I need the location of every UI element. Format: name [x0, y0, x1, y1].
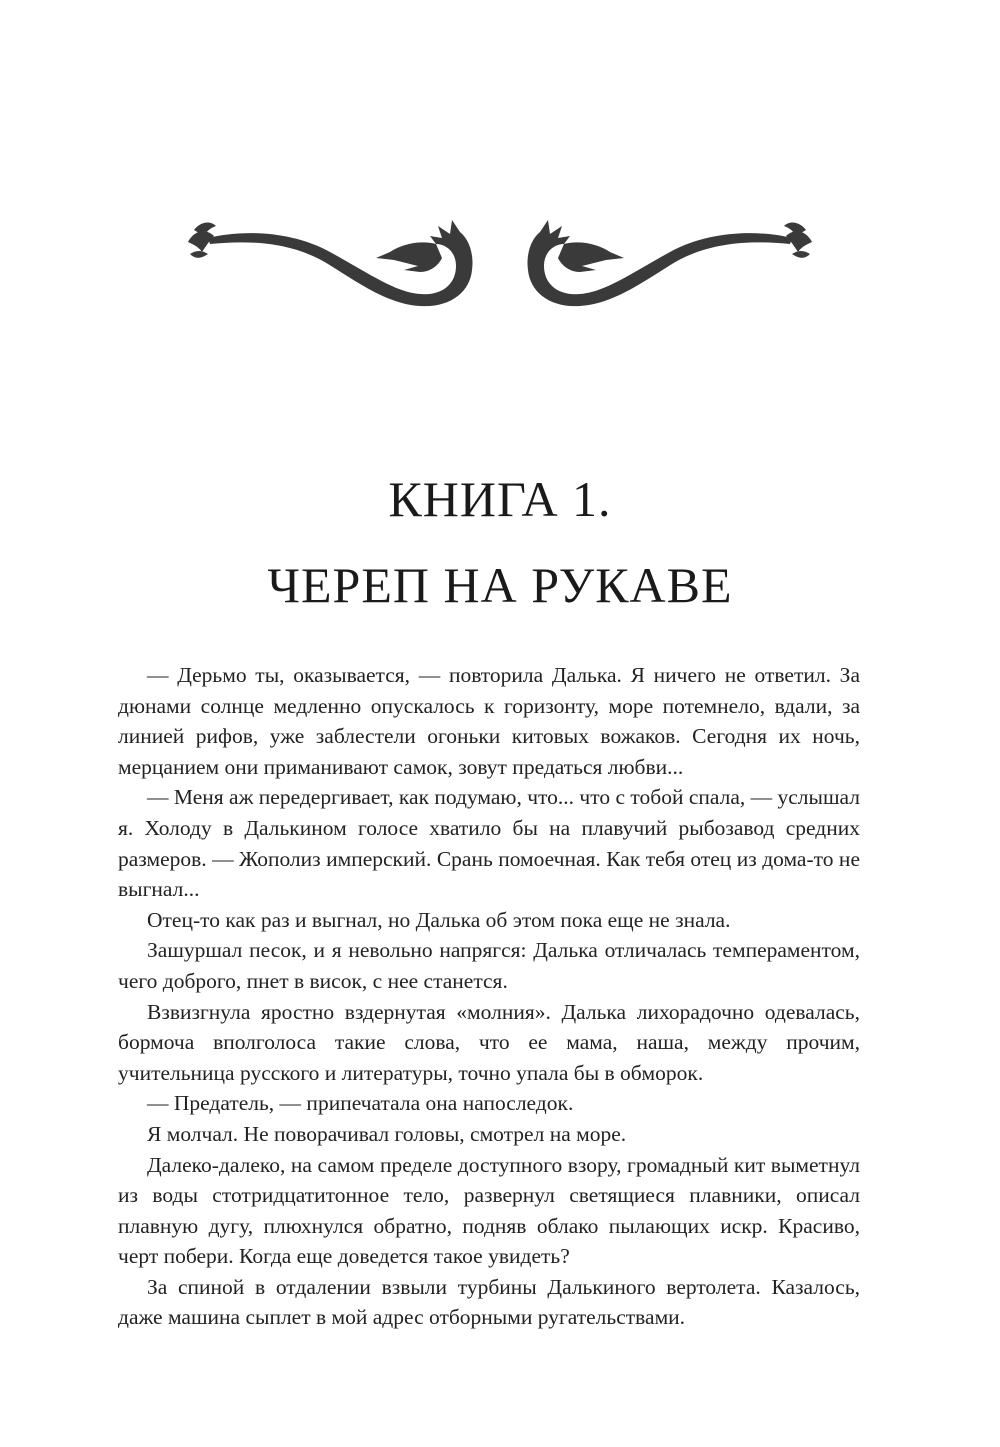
chapter-body: [118, 660, 860, 1333]
paragraph: Далеко-далеко, на самом пределе доступного взору, громадный кит выметнул из воды стотридцатитонное тело, развернул светящиеся плавники, описал плавную дугу, плюхнулся обратно, подняв облако пылающих искр. Красиво, черт побери. Когда еще доведется такое увидеть?: [118, 1152, 860, 1269]
paragraph: — Предатель, — припечатала она напоследок.: [147, 1091, 574, 1116]
paragraph: За спиной в отдалении взвыли турбины Далькиного вертолета. Казалось, даже машина сыплет в мой адрес отборными ругательствами.: [118, 1274, 860, 1330]
paragraph: Отец-то как раз и выгнал, но Далька об этом пока еще не знала.: [147, 907, 731, 932]
twin-dragons-ornament-icon: [180, 200, 820, 310]
paragraph: Я молчал. Не поворачивал головы, смотрел на море.: [147, 1121, 627, 1146]
chapter-title-line1: КНИГА 1.: [388, 471, 612, 527]
dragon-ornament: [180, 200, 820, 310]
paragraph: — Дерьмо ты, оказывается, — повторила Далька. Я ничего не ответил. За дюнами солнце медленно опускалось к горизонту, море потемнело, вдали, за линией рифов, уже заблестели огоньки китовых вожаков. Сегодня их ночь, мерцанием они приманивают самок, зовут предаться любви...: [118, 663, 860, 779]
paragraph: Зашуршал песок, и я невольно напрягся: Далька отличалась темпераментом, чего доброго, пнет в висок, с нее станется.: [118, 938, 860, 993]
paragraph: Взвизгнула яростно вздернутая «молния». Далька лихорадочно одевалась, бормоча вполголоса такие слова, что ее мама, наша, между прочим, учительница русского и литературы, точно упала бы в обморок.: [118, 999, 860, 1085]
chapter-title-line2: ЧЕРЕП НА РУКАВЕ: [267, 557, 733, 613]
paragraph: — Меня аж передергивает, как подумаю, что... что с тобой спала, — услышал я. Холоду в Далькином голосе хватило бы на плавучий рыбозавод средних размеров. — Жополиз имперский. Срань помоечная. Как тебя отец из дома-то не выгнал...: [118, 785, 860, 902]
